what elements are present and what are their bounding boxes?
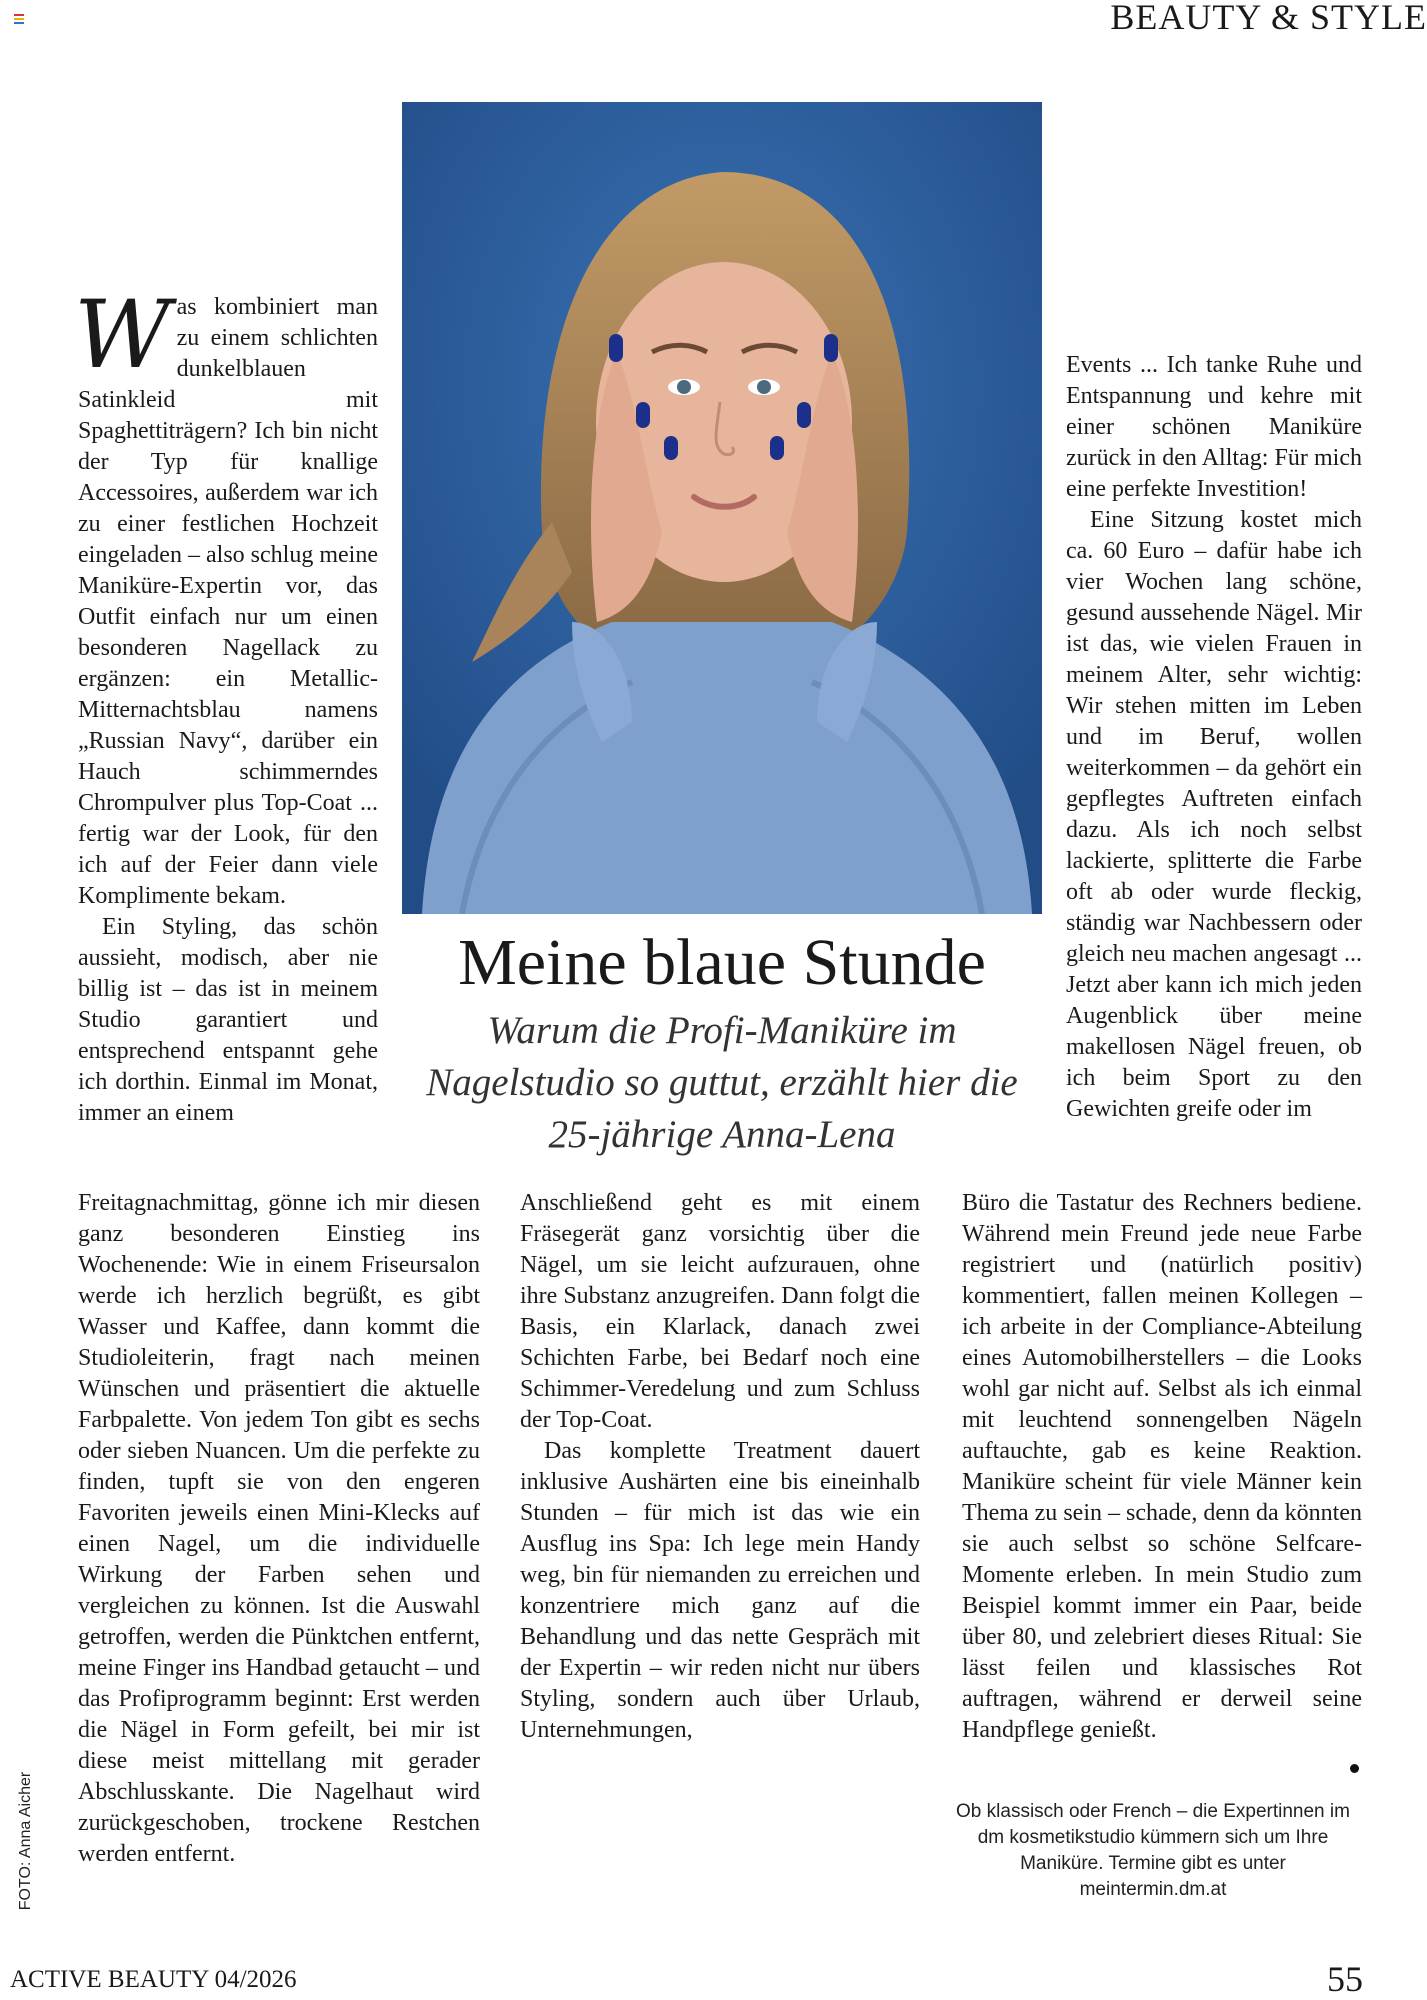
section-title: BEAUTY & STYLE [1110, 0, 1427, 37]
paragraph-events: Events ... Ich tanke Ruhe und Entspannung und kehre mit einer schönen Maniküre zurück in den Alltag: Für mich eine perfekte Investition! [1066, 352, 1362, 502]
paragraph-cost: Eine Sitzung kostet mich ca. 60 Euro – dafür habe ich vier Wochen lang schöne, gesund aussehende Nägel. Mir ist das, wie vielen Frauen in meinem Alter, sehr wichtig: Wir stehen mitten im Leben und im Beruf, wollen weiterkommen – da gehört ein gepflegtes Auftreten einfach dazu. Als ich noch selbst lackierte, splitterte die Farbe oft ab oder wurde fleckig, ständig war Nachbessern oder gleich neu machen angesagt ... Jetzt aber kann ich mich jeden Augenblick über meine makellosen Nägel freuen, ob ich beim Sport zu den Gewichten greife oder im [1066, 507, 1362, 1122]
article-column-1 [74, 281, 378, 1129]
photo-caption: Ob klassisch oder French – die Expertinnen im dm kosmetikstudio kümmern sich um Ihre Maniküre. Termine gibt es unter meintermin.dm.at [956, 1801, 1350, 1900]
portrait-photo [402, 102, 1042, 914]
magazine-issue: ACTIVE BEAUTY 04/2026 [10, 1966, 297, 1993]
paragraph-spa: Das komplette Treatment dauert inklusive Aushärten eine bis eineinhalb Stunden – für mich ist das wie ein Ausflug ins Spa: Ich lege mein Handy weg, bin für niemanden zu erreichen und konzentriere mich ganz auf die Behandlung und das nette Gespräch mit der Expertin – wir reden nicht nur übers Styling, sondern auch über Urlaub, Unternehmungen, [520, 1438, 920, 1743]
page-number: 55 [1327, 1959, 1363, 1999]
subheadline: Warum die Profi-Maniküre im Nagelstudio so guttut, erzählt hier die 25-jährige Anna-Lena [426, 1009, 1018, 1156]
drop-cap: W [74, 281, 171, 390]
article-column-1-continued: Freitagnachmittag, gönne ich mir diesen ganz besonderen Einstieg ins Wochenende: Wie in einem Friseursalon werde ich herzlich begrüßt, es gibt Wasser und Kaffee, dann kommt die Studioleiterin, fragt nach meinen Wünschen und präsentiert die aktuelle Farbpalette. Von jedem Ton gibt es sechs oder sieben Nuancen. Um die perfekte zu finden, tupft sie von den engeren Favoriten jeweils einen Mini-Klecks auf einen Nagel, um die individuelle Wirkung der Farben sehen und vergleichen zu können. Ist die Auswahl getroffen, werden die Pünktchen entfernt, meine Finger ins Handbad getaucht – und das Profiprogramm beginnt: Erst werden die Nägel in Form gefeilt, bei mir ist diese meist mittellang mit gerader Abschlusskante. Die Nagelhaut wird zurückgeschoben, trockene Restchen werden entfernt. [78, 1190, 480, 1867]
article-column-2 [520, 1188, 920, 1746]
article-column-3-continued: Büro die Tastatur des Rechners bediene. Während mein Freund jede neue Farbe registriert und (natürlich positiv) kommentiert, fallen meinen Kollegen – ich arbeite in der Compliance-Abteilung eines Automobilherstellers – die Looks wohl gar nicht auf. Selbst als ich einmal mit leuchtend sonnengelben Nägeln auftauchte, gab es keine Reaktion. Maniküre scheint für viele Männer kein Thema zu sein – schade, denn da könnten sie auch selbst so schöne Selfcare-Momente erleben. In mein Studio zum Beispiel kommt immer ein Paar, beide über 80, und zelebriert dieses Ritual: Sie lässt feilen und klassisches Rot auftragen, während er derweil seine Handpflege genießt. [962, 1190, 1362, 1743]
paragraph-styling: Ein Styling, das schön aussieht, modisch, aber nie billig ist – das ist in meinem Studio garantiert und entsprechend entspannt gehe ich dorthin. Einmal im Monat, immer an einem [78, 914, 378, 1126]
paragraph-treatment: Anschließend geht es mit einem Fräsegerät ganz vorsichtig über die Nägel, um sie leicht aufzurauen, ohne ihre Substanz anzugreifen. Dann folgt die Basis, ein Klarlack, danach zwei Schichten Farbe, bei Bedarf noch eine Schimmer-Veredelung und zum Schluss der Top-Coat. [520, 1190, 920, 1433]
end-mark [1350, 1764, 1359, 1773]
headline: Meine blaue Stunde [458, 926, 986, 999]
article-column-3 [1066, 350, 1362, 1125]
paragraph-intro [74, 281, 378, 912]
menu-icon[interactable] [14, 14, 24, 26]
intro-text: as kombiniert man zu einem schlichten dunkelblauen Satinkleid mit Spaghettiträgern? Ich bin nicht der Typ für knallige Accessoires, außerdem war ich zu einer festlichen Hochzeit eingeladen – also schlug meine Maniküre-Expertin vor, das Outfit einfach nur um einen besonderen Nagellack zu ergänzen: ein Metallic-Mitternachtsblau namens „Russian Navy“, darüber ein Hauch schimmerndes Chrompulver plus Top-Coat ... fertig war der Look, für den ich auf der Feier dann viele Komplimente bekam. [78, 294, 378, 909]
photo-credit: FOTO: Anna Aicher [17, 1771, 34, 1911]
